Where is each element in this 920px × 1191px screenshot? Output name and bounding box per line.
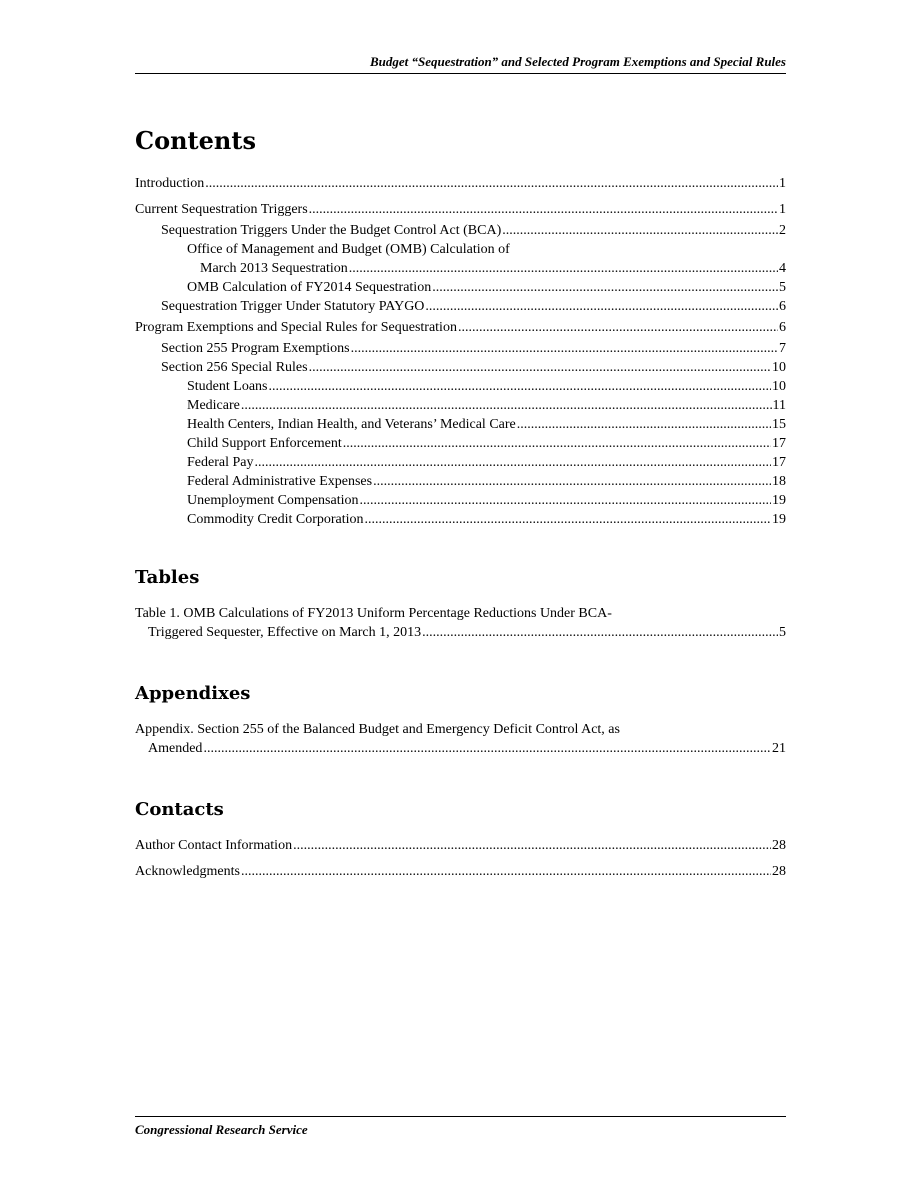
- table-of-contents: [135, 124, 786, 881]
- toc-entry-page: 6: [779, 299, 786, 314]
- toc-entry[interactable]: [135, 318, 786, 337]
- leader-dots: [517, 415, 771, 434]
- toc-entry-title-line1: Table 1. OMB Calculations of FY2013 Uniform Percentage Reductions Under BCA-: [135, 606, 612, 621]
- toc-entry[interactable]: [135, 491, 786, 510]
- toc-entry-page: 21: [772, 741, 786, 756]
- toc-entry[interactable]: [135, 278, 786, 297]
- toc-entry-page: 2: [779, 223, 786, 238]
- leader-dots: [432, 278, 778, 297]
- leader-dots: [309, 358, 771, 377]
- toc-entry[interactable]: [135, 396, 786, 415]
- toc-entry[interactable]: [135, 174, 786, 193]
- toc-entry-title: Federal Administrative Expenses: [187, 474, 373, 489]
- leader-dots: [349, 259, 778, 278]
- toc-entry-title-line2: Triggered Sequester, Effective on March 1, 2013: [148, 625, 422, 640]
- appendixes-list: [135, 720, 786, 758]
- toc-entry[interactable]: [135, 377, 786, 396]
- toc-entry-title: Sequestration Triggers Under the Budget Control Act (BCA): [161, 223, 502, 238]
- toc-entry-page: 10: [772, 379, 786, 394]
- toc-entry-title-line1: Office of Management and Budget (OMB) Calculation of: [187, 242, 510, 257]
- toc-entry-page: 19: [772, 512, 786, 527]
- toc-entry-title: Student Loans: [187, 379, 268, 394]
- toc-entry-page: 10: [772, 360, 786, 375]
- appendixes-heading: Appendixes: [135, 683, 251, 704]
- leader-dots: [422, 623, 778, 642]
- leader-dots: [241, 862, 771, 881]
- contacts-heading: Contacts: [135, 799, 224, 820]
- toc-entry-page: 19: [772, 493, 786, 508]
- toc-entry[interactable]: [135, 358, 786, 377]
- leader-dots: [502, 221, 778, 240]
- toc-entry-page: 28: [772, 864, 786, 879]
- toc-entry[interactable]: [135, 297, 786, 316]
- tables-heading: Tables: [135, 567, 200, 588]
- leader-dots: [365, 510, 771, 529]
- toc-entry[interactable]: [135, 604, 786, 642]
- leader-dots: [359, 491, 771, 510]
- leader-dots: [351, 339, 778, 358]
- toc-entry-title: Unemployment Compensation: [187, 493, 359, 508]
- toc-entry[interactable]: [135, 453, 786, 472]
- toc-entry-page: 5: [779, 280, 786, 295]
- toc-entry-title: Author Contact Information: [135, 838, 293, 853]
- toc-entry-title: Program Exemptions and Special Rules for Sequestration: [135, 320, 457, 335]
- toc-entry-page: 15: [772, 417, 786, 432]
- toc-entry-title: Health Centers, Indian Health, and Veterans’ Medical Care: [187, 417, 516, 432]
- toc-entry[interactable]: [135, 510, 786, 529]
- leader-dots: [373, 472, 771, 491]
- leader-dots: [343, 434, 771, 453]
- toc-entry-title: Introduction: [135, 176, 205, 191]
- contents-heading: Contents: [135, 126, 256, 155]
- leader-dots: [269, 377, 772, 396]
- running-header: Budget “Sequestration” and Selected Program Exemptions and Special Rules: [135, 54, 786, 74]
- running-footer: Congressional Research Service: [135, 1116, 786, 1138]
- toc-entry-page: 7: [779, 341, 786, 356]
- tables-list: [135, 604, 786, 642]
- toc-entry[interactable]: [135, 720, 786, 758]
- toc-entry-page: 4: [779, 261, 786, 276]
- leader-dots: [425, 297, 778, 316]
- toc-entry[interactable]: [135, 240, 786, 278]
- leader-dots: [203, 739, 771, 758]
- leader-dots: [293, 836, 771, 855]
- leader-dots: [254, 453, 771, 472]
- toc-entry-title: Section 256 Special Rules: [161, 360, 308, 375]
- toc-entry[interactable]: [135, 339, 786, 358]
- toc-entry-title-line2: Amended: [148, 741, 203, 756]
- toc-entry[interactable]: [135, 200, 786, 219]
- toc-entry-title: Medicare: [187, 398, 240, 413]
- leader-dots: [205, 174, 778, 193]
- toc-entry-title: Child Support Enforcement: [187, 436, 342, 451]
- toc-entry-title: Acknowledgments: [135, 864, 240, 879]
- toc-entry-page: 6: [779, 320, 786, 335]
- toc-entry[interactable]: [135, 862, 786, 881]
- toc-entry[interactable]: [135, 434, 786, 453]
- toc-entry-title-line1: Appendix. Section 255 of the Balanced Budget and Emergency Deficit Control Act, as: [135, 722, 620, 737]
- toc-entry-title-line2: March 2013 Sequestration: [200, 261, 348, 276]
- toc-entry-title: Sequestration Trigger Under Statutory PAYGO: [161, 299, 425, 314]
- toc-entry[interactable]: [135, 415, 786, 434]
- toc-entry-title: Federal Pay: [187, 455, 254, 470]
- toc-entry-page: 18: [772, 474, 786, 489]
- toc-entry[interactable]: [135, 836, 786, 855]
- toc-entry-page: 28: [772, 838, 786, 853]
- toc-entry-page: 1: [779, 176, 786, 191]
- toc-entry[interactable]: [135, 472, 786, 491]
- leader-dots: [458, 318, 778, 337]
- leader-dots: [309, 200, 778, 219]
- toc-entry-title: Section 255 Program Exemptions: [161, 341, 350, 356]
- toc-entry-page: 5: [779, 625, 786, 640]
- toc-entry-title: Commodity Credit Corporation: [187, 512, 364, 527]
- toc-entry-title: Current Sequestration Triggers: [135, 202, 308, 217]
- toc-entry-page: 11: [772, 398, 786, 413]
- toc-entry-title: OMB Calculation of FY2014 Sequestration: [187, 280, 432, 295]
- contents-list: [135, 174, 786, 529]
- toc-entry[interactable]: [135, 221, 786, 240]
- contacts-list: [135, 836, 786, 881]
- toc-entry-page: 17: [772, 455, 786, 470]
- toc-entry-page: 1: [779, 202, 786, 217]
- leader-dots: [241, 396, 772, 415]
- toc-entry-page: 17: [772, 436, 786, 451]
